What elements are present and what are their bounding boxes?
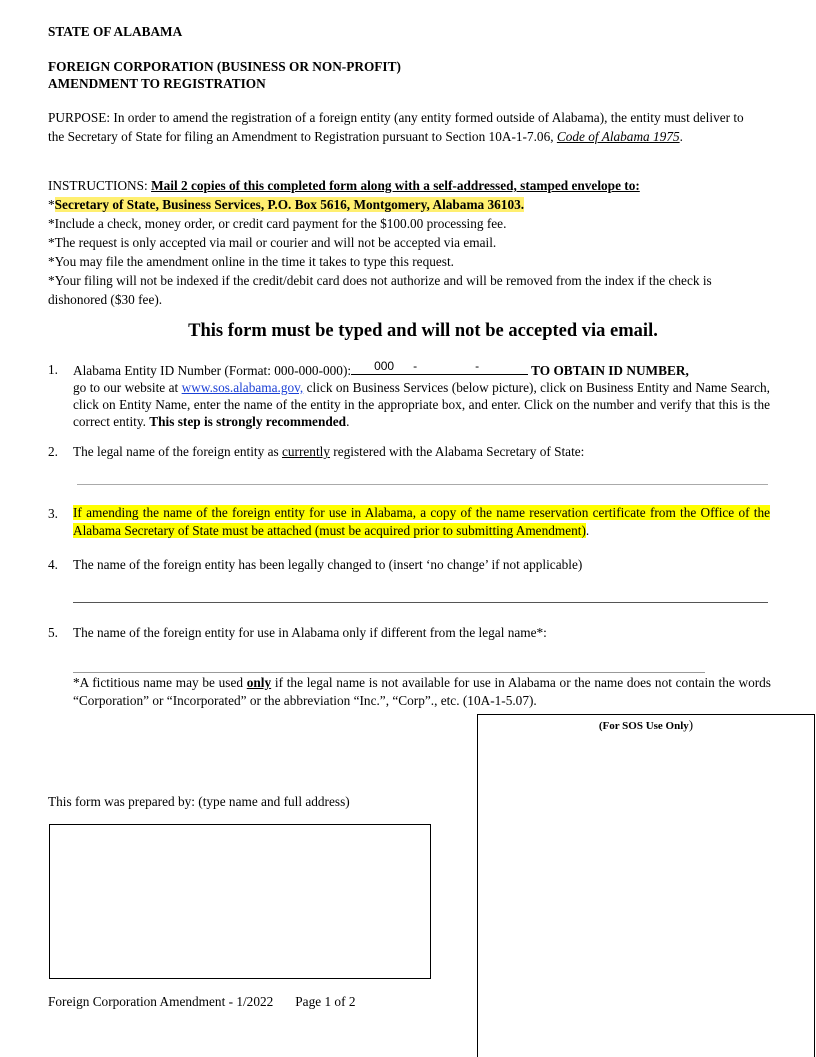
item1-recommendation: This step is strongly recommended [149,414,347,429]
legal-name-field-line[interactable] [77,484,768,485]
item3-end: . [585,523,590,538]
sos-website-link[interactable]: www.sos.alabama.gov, [181,380,304,395]
instruction-online: *You may file the amendment online in the time it takes to type this request. [48,254,454,269]
item1-end: . [346,414,350,429]
item2-currently: currently [281,444,330,459]
item1-steps: click on Business Services (below picture), click on Business Entity and Name Search, click on Entity Name, enter the name of the entity in the appropriate box, and enter. Click on the number and verify that this is the correct entity. [73,380,770,429]
instruction-mail-only: *The request is only accepted via mail or courier and will not be accepted via email. [48,235,497,250]
note-only: only [246,675,272,690]
alabama-name-field-line[interactable] [73,672,705,673]
form-title-line1: FOREIGN CORPORATION (BUSINESS OR NON-PROFIT) [48,59,401,74]
entity-id-dash2: - [475,359,480,373]
item4-number: 4. [48,557,58,572]
address-bullet: * [48,197,55,212]
instructions-heading [48,176,768,195]
item2-number: 2. [48,444,58,459]
purpose-end: . [679,129,683,144]
footer-page-number: Page 1 of 2 [295,994,356,1009]
prepared-by-box[interactable] [49,824,431,979]
item2-text [73,442,770,461]
fictitious-name-note [73,674,771,710]
typed-notice: This form must be typed and will not be accepted via email. [188,321,658,341]
code-reference: Code of Alabama 1975 [556,129,680,144]
item1-text [73,360,770,430]
entity-id-dash1: - [413,359,418,373]
entity-id-prefix: 000 [374,359,395,373]
instructions-block [48,176,768,309]
purpose-paragraph [48,108,753,146]
instruction-fee: *Include a check, money order, or credit card payment for the $100.00 processing fee. [48,216,507,231]
mail-instruction: Mail 2 copies of this completed form along with a self-addressed, stamped envelope to: [151,178,640,193]
item3-highlighted-text: If amending the name of the foreign entity for use in Alabama, a copy of the name reservation certificate from the Office of the Alabama Secretary of State must be attached (must be acquired prior to submitting Amendment) [73,505,770,538]
sos-use-only-box [477,714,815,1057]
note-text-a: *A fictitious name may be used [73,675,247,690]
item1-website-text: go to our website at [73,380,182,395]
sos-label-text: (For SOS Use Only [598,720,689,732]
form-title-line2: AMENDMENT TO REGISTRATION [48,76,266,91]
state-heading: STATE OF ALABAMA [48,24,183,39]
item3-text [73,504,770,540]
changed-name-field-line[interactable] [73,602,768,603]
note-text-b: if the legal name is not available for use in Alabama or the name does not contain the words “Corporation” or “Incorporated” or the abbreviation “Inc.”, “Corp”., etc. (10A-1-5.07). [73,675,771,708]
sos-label-paren: ) [688,717,694,732]
item5-text: The name of the foreign entity for use in Alabama only if different from the legal name*: [73,625,547,640]
sos-use-only-label [478,717,814,734]
item2-text-b: registered with the Alabama Secretary of State: [329,444,585,459]
item2-text-a: The legal name of the foreign entity as [73,444,282,459]
footer-form-name: Foreign Corporation Amendment - 1/2022 [48,994,274,1009]
instruction-indexing: *Your filing will not be indexed if the credit/debit card does not authorize and will be removed from the index if the check is dishonored ($30 fee). [48,273,712,307]
entity-id-field[interactable] [351,360,528,375]
address-text: Secretary of State, Business Services, P.O. Box 5616, Montgomery, Alabama 36103. [54,197,525,212]
item5-number: 5. [48,625,58,640]
prepared-by-label: This form was prepared by: (type name and full address) [48,794,350,809]
mailing-address [48,195,768,214]
purpose-text: PURPOSE: In order to amend the registration of a foreign entity (any entity formed outside of Alabama), the entity must deliver to the Secretary of State for filing an Amendment to Registration pursuant to Section 10A-1-7.06, [48,110,744,144]
obtain-id-heading: TO OBTAIN ID NUMBER, [528,363,689,378]
item3-number: 3. [48,506,58,521]
item4-text: The name of the foreign entity has been legally changed to (insert ‘no change’ if not applicable) [73,557,583,572]
entity-id-label: Alabama Entity ID Number (Format: 000-000-000): [73,363,352,378]
footer [48,992,355,1011]
instructions-label: INSTRUCTIONS: [48,178,152,193]
item1-number: 1. [48,362,58,377]
